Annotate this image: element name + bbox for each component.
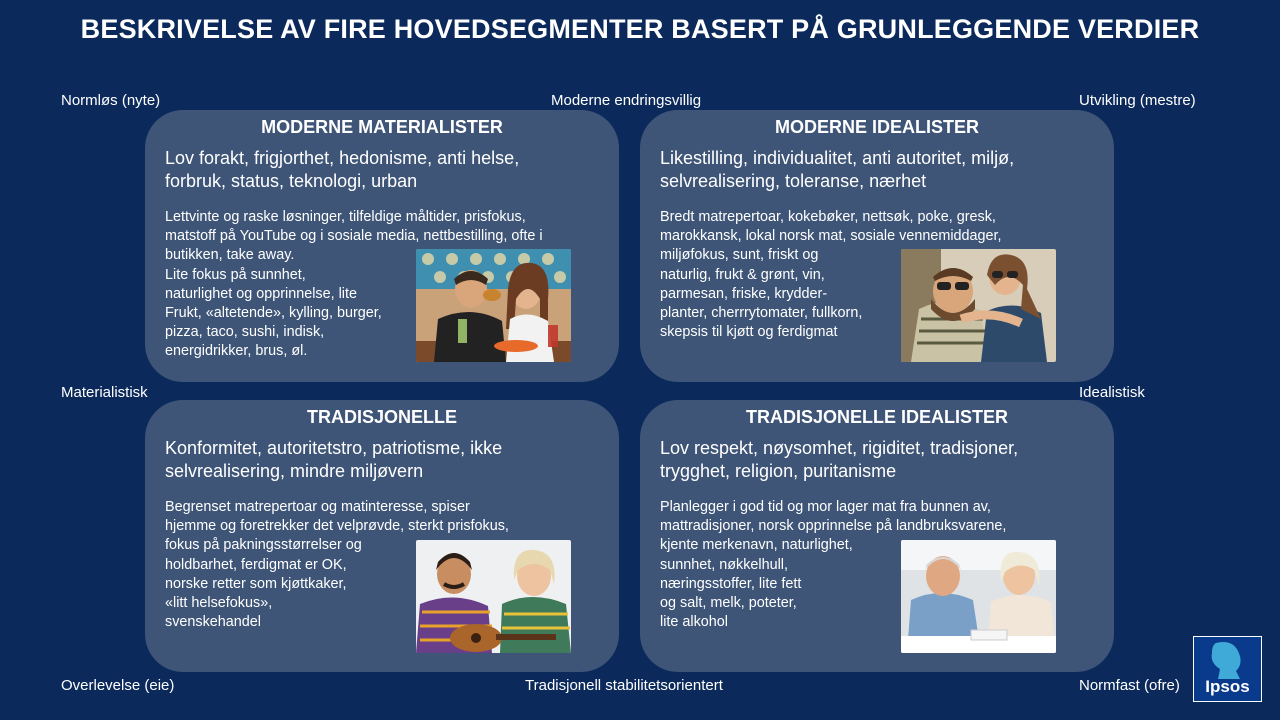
axis-label-bottom-center: Tradisjonell stabilitetsorientert xyxy=(525,677,723,694)
description-line: miljøfokus, sunt, friskt og xyxy=(660,247,819,264)
description-line: lite alkohol xyxy=(660,614,728,631)
description-line: fokus på pakningsstørrelser og xyxy=(165,537,362,554)
description-line: Lite fokus på sunnhet, xyxy=(165,266,306,283)
description-line: norske retter som kjøttkaker, xyxy=(165,575,347,592)
segment-title: MODERNE IDEALISTER xyxy=(774,117,979,137)
description-line: Lettvinte og raske løsninger, tilfeldige måltider, prisfokus, xyxy=(165,209,526,225)
description-line: parmesan, friske, krydder- xyxy=(660,285,828,302)
values-line: Konformitet, autoritetstro, patriotisme, ikke xyxy=(165,438,503,458)
couple-with-guitar-photo xyxy=(416,540,571,653)
segment-modern-materialists xyxy=(145,110,619,382)
values-line: selvrealisering, toleranse, nærhet xyxy=(660,171,927,191)
description-line: butikken, take away. xyxy=(165,247,295,264)
description-line: Planlegger i god tid og mor lager mat fra bunnen av, xyxy=(660,499,991,515)
page-title: BESKRIVELSE AV FIRE HOVEDSEGMENTER BASERT PÅ GRUNLEGGENDE VERDIER xyxy=(80,14,1200,44)
description-line: holdbarhet, ferdigmat er OK, xyxy=(165,556,347,573)
description-line: Bredt matrepertoar, kokebøker, nettsøk, poke, gresk, xyxy=(660,209,996,225)
segment-title: TRADISJONELLE xyxy=(306,407,457,427)
description-line: og salt, melk, poteter, xyxy=(660,595,797,612)
segment-values xyxy=(660,437,1100,483)
axis-label-top-right: Utvikling (mestre) xyxy=(1079,92,1196,109)
values-line: forbruk, status, teknologi, urban xyxy=(165,171,418,191)
description-line: skepsis til kjøtt og ferdigmat xyxy=(660,324,838,341)
axis-label-bottom-left: Overlevelse (eie) xyxy=(61,677,175,694)
axis-label-top-left: Normløs (nyte) xyxy=(61,92,161,109)
description-line: «litt helsefokus», xyxy=(165,595,273,612)
description-line: sunnhet, nøkkelhull, xyxy=(660,556,788,573)
values-line: Lov forakt, frigjorthet, hedonisme, anti helse, xyxy=(165,148,520,168)
description-line: naturlighet og opprinnelse, lite xyxy=(165,285,358,302)
ipsos-logo xyxy=(1193,636,1262,702)
axis-label-top-center: Moderne endringsvillig xyxy=(551,92,702,109)
description-line: svenskehandel xyxy=(165,614,262,631)
description-line: marokkansk, lokal norsk mat, sosiale vennemiddager, xyxy=(660,228,1002,245)
description-line: Frukt, «altetende», kylling, burger, xyxy=(165,305,382,322)
description-line: planter, cherrrytomater, fullkorn, xyxy=(660,305,863,322)
description-line: pizza, taco, sushi, indisk, xyxy=(165,324,325,341)
description-line: Begrenset matrepertoar og matinteresse, spiser xyxy=(165,499,470,515)
description-line: naturlig, frukt & grønt, vin, xyxy=(660,266,825,283)
description-line: energidrikker, brus, øl. xyxy=(165,343,308,360)
description-line: mattradisjoner, norsk opprinnelse på landbruksvarene, xyxy=(660,518,1007,535)
description-line: hjemme og foretrekker det velprøvde, sterkt prisfokus, xyxy=(165,518,509,535)
description-line: næringsstoffer, lite fett xyxy=(660,575,802,592)
segment-modern-idealists xyxy=(640,110,1114,382)
segment-values xyxy=(165,437,605,483)
values-line: Likestilling, individualitet, anti autoritet, miljø, xyxy=(660,148,1015,168)
description-line: kjente merkenavn, naturlighet, xyxy=(660,537,853,554)
segment-values xyxy=(165,147,605,193)
axis-label-bottom-right: Normfast (ofre) xyxy=(1079,677,1180,694)
segment-traditional-idealists xyxy=(640,400,1114,672)
happy-couple-photo xyxy=(901,249,1056,362)
axis-label-mid-right: Idealistisk xyxy=(1079,384,1145,401)
ipsos-logo-text: Ipsos xyxy=(1205,677,1250,696)
axis-label-mid-left: Materialistisk xyxy=(61,384,148,401)
segment-values xyxy=(660,147,1100,193)
values-line: selvrealisering, mindre miljøvern xyxy=(165,461,424,481)
values-line: Lov respekt, nøysomhet, rigiditet, tradisjoner, xyxy=(660,438,1019,458)
description-line: matstoff på YouTube og i sosiale media, nettbestilling, ofte i xyxy=(165,228,543,245)
segment-traditional xyxy=(145,400,619,672)
segment-title: MODERNE MATERIALISTER xyxy=(261,117,503,137)
segment-title: TRADISJONELLE IDEALISTER xyxy=(745,407,1009,427)
elderly-couple-photo xyxy=(901,540,1056,653)
couple-eating-burger-photo xyxy=(416,249,571,362)
values-line: trygghet, religion, puritanisme xyxy=(660,461,897,481)
